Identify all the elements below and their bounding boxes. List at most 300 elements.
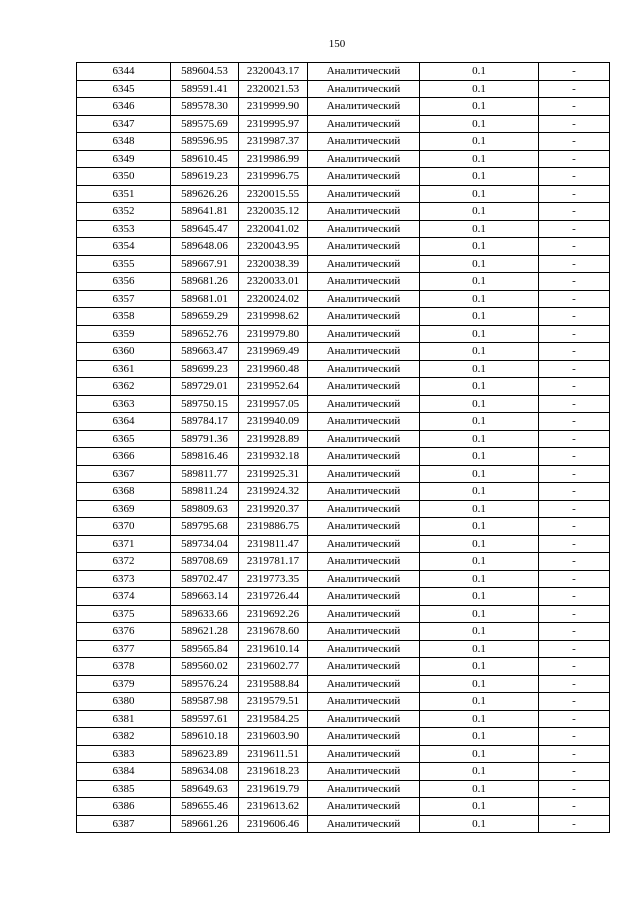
method-cell: Аналитический	[308, 63, 420, 81]
table-row	[77, 395, 610, 413]
method-cell: Аналитический	[308, 273, 420, 291]
accuracy-cell: 0.1	[420, 343, 539, 361]
table-row	[77, 693, 610, 711]
table-row	[77, 185, 610, 203]
y-coordinate-cell: 2319986.99	[239, 150, 308, 168]
x-coordinate-cell: 589702.47	[171, 570, 239, 588]
x-coordinate-cell: 589610.45	[171, 150, 239, 168]
table-row	[77, 605, 610, 623]
method-cell: Аналитический	[308, 168, 420, 186]
table-row	[77, 413, 610, 431]
method-cell: Аналитический	[308, 360, 420, 378]
accuracy-cell: 0.1	[420, 63, 539, 81]
note-cell: -	[539, 325, 610, 343]
y-coordinate-cell: 2320043.95	[239, 238, 308, 256]
accuracy-cell: 0.1	[420, 535, 539, 553]
point-number-cell: 6362	[77, 378, 171, 396]
table-row	[77, 553, 610, 571]
point-number-cell: 6377	[77, 640, 171, 658]
table-row	[77, 378, 610, 396]
x-coordinate-cell: 589621.28	[171, 623, 239, 641]
note-cell: -	[539, 168, 610, 186]
x-coordinate-cell: 589811.77	[171, 465, 239, 483]
point-number-cell: 6379	[77, 675, 171, 693]
y-coordinate-cell: 2319579.51	[239, 693, 308, 711]
table-row	[77, 220, 610, 238]
method-cell: Аналитический	[308, 605, 420, 623]
accuracy-cell: 0.1	[420, 325, 539, 343]
x-coordinate-cell: 589816.46	[171, 448, 239, 466]
method-cell: Аналитический	[308, 693, 420, 711]
point-number-cell: 6345	[77, 80, 171, 98]
point-number-cell: 6376	[77, 623, 171, 641]
point-number-cell: 6357	[77, 290, 171, 308]
accuracy-cell: 0.1	[420, 413, 539, 431]
method-cell: Аналитический	[308, 570, 420, 588]
accuracy-cell: 0.1	[420, 448, 539, 466]
method-cell: Аналитический	[308, 395, 420, 413]
table-row	[77, 325, 610, 343]
x-coordinate-cell: 589604.53	[171, 63, 239, 81]
point-number-cell: 6350	[77, 168, 171, 186]
note-cell: -	[539, 483, 610, 501]
note-cell: -	[539, 273, 610, 291]
note-cell: -	[539, 693, 610, 711]
point-number-cell: 6385	[77, 780, 171, 798]
accuracy-cell: 0.1	[420, 675, 539, 693]
method-cell: Аналитический	[308, 308, 420, 326]
point-number-cell: 6366	[77, 448, 171, 466]
point-number-cell: 6359	[77, 325, 171, 343]
y-coordinate-cell: 2319584.25	[239, 710, 308, 728]
method-cell: Аналитический	[308, 150, 420, 168]
x-coordinate-cell: 589681.26	[171, 273, 239, 291]
method-cell: Аналитический	[308, 588, 420, 606]
x-coordinate-cell: 589791.36	[171, 430, 239, 448]
table-row	[77, 238, 610, 256]
x-coordinate-cell: 589645.47	[171, 220, 239, 238]
accuracy-cell: 0.1	[420, 80, 539, 98]
note-cell: -	[539, 430, 610, 448]
note-cell: -	[539, 133, 610, 151]
x-coordinate-cell: 589610.18	[171, 728, 239, 746]
table-row	[77, 343, 610, 361]
x-coordinate-cell: 589699.23	[171, 360, 239, 378]
point-number-cell: 6351	[77, 185, 171, 203]
point-number-cell: 6383	[77, 745, 171, 763]
table-row	[77, 518, 610, 536]
x-coordinate-cell: 589591.41	[171, 80, 239, 98]
x-coordinate-cell: 589596.95	[171, 133, 239, 151]
y-coordinate-cell: 2320041.02	[239, 220, 308, 238]
note-cell: -	[539, 553, 610, 571]
y-coordinate-cell: 2319618.23	[239, 763, 308, 781]
accuracy-cell: 0.1	[420, 238, 539, 256]
point-number-cell: 6360	[77, 343, 171, 361]
table-row	[77, 640, 610, 658]
x-coordinate-cell: 589587.98	[171, 693, 239, 711]
method-cell: Аналитический	[308, 780, 420, 798]
point-number-cell: 6373	[77, 570, 171, 588]
point-number-cell: 6387	[77, 815, 171, 833]
accuracy-cell: 0.1	[420, 255, 539, 273]
note-cell: -	[539, 570, 610, 588]
method-cell: Аналитический	[308, 185, 420, 203]
table-row	[77, 815, 610, 833]
method-cell: Аналитический	[308, 518, 420, 536]
method-cell: Аналитический	[308, 203, 420, 221]
x-coordinate-cell: 589626.26	[171, 185, 239, 203]
table-row	[77, 675, 610, 693]
point-number-cell: 6349	[77, 150, 171, 168]
method-cell: Аналитический	[308, 448, 420, 466]
y-coordinate-cell: 2319619.79	[239, 780, 308, 798]
note-cell: -	[539, 378, 610, 396]
point-number-cell: 6353	[77, 220, 171, 238]
accuracy-cell: 0.1	[420, 378, 539, 396]
y-coordinate-cell: 2320015.55	[239, 185, 308, 203]
x-coordinate-cell: 589809.63	[171, 500, 239, 518]
note-cell: -	[539, 290, 610, 308]
y-coordinate-cell: 2319995.97	[239, 115, 308, 133]
point-number-cell: 6378	[77, 658, 171, 676]
method-cell: Аналитический	[308, 465, 420, 483]
y-coordinate-cell: 2320043.17	[239, 63, 308, 81]
y-coordinate-cell: 2319932.18	[239, 448, 308, 466]
method-cell: Аналитический	[308, 413, 420, 431]
point-number-cell: 6386	[77, 798, 171, 816]
method-cell: Аналитический	[308, 728, 420, 746]
y-coordinate-cell: 2319940.09	[239, 413, 308, 431]
x-coordinate-cell: 589578.30	[171, 98, 239, 116]
accuracy-cell: 0.1	[420, 780, 539, 798]
note-cell: -	[539, 518, 610, 536]
x-coordinate-cell: 589565.84	[171, 640, 239, 658]
point-number-cell: 6367	[77, 465, 171, 483]
table-row	[77, 273, 610, 291]
method-cell: Аналитический	[308, 745, 420, 763]
x-coordinate-cell: 589659.29	[171, 308, 239, 326]
method-cell: Аналитический	[308, 255, 420, 273]
x-coordinate-cell: 589750.15	[171, 395, 239, 413]
x-coordinate-cell: 589649.63	[171, 780, 239, 798]
table-body	[77, 63, 610, 833]
x-coordinate-cell: 589633.66	[171, 605, 239, 623]
note-cell: -	[539, 98, 610, 116]
note-cell: -	[539, 675, 610, 693]
y-coordinate-cell: 2319610.14	[239, 640, 308, 658]
point-number-cell: 6384	[77, 763, 171, 781]
accuracy-cell: 0.1	[420, 203, 539, 221]
x-coordinate-cell: 589784.17	[171, 413, 239, 431]
y-coordinate-cell: 2319692.26	[239, 605, 308, 623]
note-cell: -	[539, 815, 610, 833]
point-number-cell: 6346	[77, 98, 171, 116]
point-number-cell: 6365	[77, 430, 171, 448]
table-row	[77, 360, 610, 378]
accuracy-cell: 0.1	[420, 728, 539, 746]
accuracy-cell: 0.1	[420, 220, 539, 238]
x-coordinate-cell: 589729.01	[171, 378, 239, 396]
note-cell: -	[539, 500, 610, 518]
method-cell: Аналитический	[308, 763, 420, 781]
method-cell: Аналитический	[308, 675, 420, 693]
table-row	[77, 588, 610, 606]
point-number-cell: 6358	[77, 308, 171, 326]
x-coordinate-cell: 589623.89	[171, 745, 239, 763]
method-cell: Аналитический	[308, 220, 420, 238]
y-coordinate-cell: 2319613.62	[239, 798, 308, 816]
accuracy-cell: 0.1	[420, 500, 539, 518]
note-cell: -	[539, 395, 610, 413]
note-cell: -	[539, 658, 610, 676]
x-coordinate-cell: 589811.24	[171, 483, 239, 501]
table-row	[77, 728, 610, 746]
accuracy-cell: 0.1	[420, 115, 539, 133]
y-coordinate-cell: 2319602.77	[239, 658, 308, 676]
y-coordinate-cell: 2319606.46	[239, 815, 308, 833]
point-number-cell: 6371	[77, 535, 171, 553]
x-coordinate-cell: 589663.14	[171, 588, 239, 606]
accuracy-cell: 0.1	[420, 798, 539, 816]
x-coordinate-cell: 589663.47	[171, 343, 239, 361]
table-row	[77, 168, 610, 186]
accuracy-cell: 0.1	[420, 588, 539, 606]
x-coordinate-cell: 589795.68	[171, 518, 239, 536]
method-cell: Аналитический	[308, 483, 420, 501]
accuracy-cell: 0.1	[420, 133, 539, 151]
method-cell: Аналитический	[308, 815, 420, 833]
method-cell: Аналитический	[308, 623, 420, 641]
point-number-cell: 6381	[77, 710, 171, 728]
accuracy-cell: 0.1	[420, 693, 539, 711]
table-row	[77, 308, 610, 326]
accuracy-cell: 0.1	[420, 710, 539, 728]
table-row	[77, 430, 610, 448]
method-cell: Аналитический	[308, 115, 420, 133]
y-coordinate-cell: 2319886.75	[239, 518, 308, 536]
table-row	[77, 133, 610, 151]
x-coordinate-cell: 589655.46	[171, 798, 239, 816]
note-cell: -	[539, 238, 610, 256]
accuracy-cell: 0.1	[420, 273, 539, 291]
point-number-cell: 6368	[77, 483, 171, 501]
accuracy-cell: 0.1	[420, 570, 539, 588]
point-number-cell: 6375	[77, 605, 171, 623]
point-number-cell: 6364	[77, 413, 171, 431]
method-cell: Аналитический	[308, 98, 420, 116]
accuracy-cell: 0.1	[420, 290, 539, 308]
note-cell: -	[539, 465, 610, 483]
note-cell: -	[539, 308, 610, 326]
point-number-cell: 6369	[77, 500, 171, 518]
point-number-cell: 6348	[77, 133, 171, 151]
y-coordinate-cell: 2320021.53	[239, 80, 308, 98]
note-cell: -	[539, 255, 610, 273]
x-coordinate-cell: 589634.08	[171, 763, 239, 781]
y-coordinate-cell: 2320035.12	[239, 203, 308, 221]
note-cell: -	[539, 588, 610, 606]
table-row	[77, 203, 610, 221]
x-coordinate-cell: 589641.81	[171, 203, 239, 221]
point-number-cell: 6356	[77, 273, 171, 291]
page-number: 150	[328, 38, 346, 50]
y-coordinate-cell: 2319781.17	[239, 553, 308, 571]
point-number-cell: 6370	[77, 518, 171, 536]
point-number-cell: 6347	[77, 115, 171, 133]
method-cell: Аналитический	[308, 640, 420, 658]
accuracy-cell: 0.1	[420, 605, 539, 623]
accuracy-cell: 0.1	[420, 745, 539, 763]
note-cell: -	[539, 185, 610, 203]
table-row	[77, 98, 610, 116]
note-cell: -	[539, 203, 610, 221]
note-cell: -	[539, 360, 610, 378]
accuracy-cell: 0.1	[420, 623, 539, 641]
accuracy-cell: 0.1	[420, 168, 539, 186]
y-coordinate-cell: 2319924.32	[239, 483, 308, 501]
note-cell: -	[539, 448, 610, 466]
accuracy-cell: 0.1	[420, 518, 539, 536]
method-cell: Аналитический	[308, 290, 420, 308]
method-cell: Аналитический	[308, 535, 420, 553]
accuracy-cell: 0.1	[420, 395, 539, 413]
y-coordinate-cell: 2319969.49	[239, 343, 308, 361]
accuracy-cell: 0.1	[420, 185, 539, 203]
note-cell: -	[539, 115, 610, 133]
x-coordinate-cell: 589648.06	[171, 238, 239, 256]
accuracy-cell: 0.1	[420, 308, 539, 326]
accuracy-cell: 0.1	[420, 640, 539, 658]
table-row	[77, 500, 610, 518]
method-cell: Аналитический	[308, 553, 420, 571]
y-coordinate-cell: 2319611.51	[239, 745, 308, 763]
y-coordinate-cell: 2319920.37	[239, 500, 308, 518]
note-cell: -	[539, 798, 610, 816]
point-number-cell: 6382	[77, 728, 171, 746]
y-coordinate-cell: 2320033.01	[239, 273, 308, 291]
accuracy-cell: 0.1	[420, 763, 539, 781]
method-cell: Аналитический	[308, 378, 420, 396]
y-coordinate-cell: 2319603.90	[239, 728, 308, 746]
x-coordinate-cell: 589575.69	[171, 115, 239, 133]
accuracy-cell: 0.1	[420, 483, 539, 501]
accuracy-cell: 0.1	[420, 658, 539, 676]
method-cell: Аналитический	[308, 133, 420, 151]
note-cell: -	[539, 745, 610, 763]
method-cell: Аналитический	[308, 798, 420, 816]
note-cell: -	[539, 605, 610, 623]
note-cell: -	[539, 780, 610, 798]
method-cell: Аналитический	[308, 430, 420, 448]
table-row	[77, 483, 610, 501]
table-row	[77, 465, 610, 483]
x-coordinate-cell: 589681.01	[171, 290, 239, 308]
x-coordinate-cell: 589661.26	[171, 815, 239, 833]
x-coordinate-cell: 589652.76	[171, 325, 239, 343]
x-coordinate-cell: 589619.23	[171, 168, 239, 186]
y-coordinate-cell: 2319957.05	[239, 395, 308, 413]
table-row	[77, 623, 610, 641]
y-coordinate-cell: 2319811.47	[239, 535, 308, 553]
y-coordinate-cell: 2319998.62	[239, 308, 308, 326]
point-number-cell: 6363	[77, 395, 171, 413]
accuracy-cell: 0.1	[420, 150, 539, 168]
note-cell: -	[539, 150, 610, 168]
point-number-cell: 6354	[77, 238, 171, 256]
table-row	[77, 710, 610, 728]
point-number-cell: 6355	[77, 255, 171, 273]
method-cell: Аналитический	[308, 80, 420, 98]
y-coordinate-cell: 2320024.02	[239, 290, 308, 308]
y-coordinate-cell: 2319960.48	[239, 360, 308, 378]
accuracy-cell: 0.1	[420, 815, 539, 833]
note-cell: -	[539, 763, 610, 781]
table-row	[77, 658, 610, 676]
y-coordinate-cell: 2319678.60	[239, 623, 308, 641]
accuracy-cell: 0.1	[420, 465, 539, 483]
point-number-cell: 6344	[77, 63, 171, 81]
y-coordinate-cell: 2319928.89	[239, 430, 308, 448]
y-coordinate-cell: 2319999.90	[239, 98, 308, 116]
y-coordinate-cell: 2319979.80	[239, 325, 308, 343]
x-coordinate-cell: 589734.04	[171, 535, 239, 553]
table-row	[77, 780, 610, 798]
x-coordinate-cell: 589667.91	[171, 255, 239, 273]
accuracy-cell: 0.1	[420, 553, 539, 571]
accuracy-cell: 0.1	[420, 360, 539, 378]
table-row	[77, 798, 610, 816]
coordinates-table	[76, 62, 610, 833]
accuracy-cell: 0.1	[420, 98, 539, 116]
table-row	[77, 255, 610, 273]
point-number-cell: 6374	[77, 588, 171, 606]
note-cell: -	[539, 80, 610, 98]
x-coordinate-cell: 589597.61	[171, 710, 239, 728]
point-number-cell: 6372	[77, 553, 171, 571]
y-coordinate-cell: 2319996.75	[239, 168, 308, 186]
method-cell: Аналитический	[308, 658, 420, 676]
table-row	[77, 115, 610, 133]
note-cell: -	[539, 623, 610, 641]
table-row	[77, 535, 610, 553]
table-row	[77, 745, 610, 763]
y-coordinate-cell: 2319588.84	[239, 675, 308, 693]
point-number-cell: 6352	[77, 203, 171, 221]
x-coordinate-cell: 589708.69	[171, 553, 239, 571]
note-cell: -	[539, 728, 610, 746]
y-coordinate-cell: 2319773.35	[239, 570, 308, 588]
note-cell: -	[539, 220, 610, 238]
note-cell: -	[539, 343, 610, 361]
table-row	[77, 290, 610, 308]
y-coordinate-cell: 2319726.44	[239, 588, 308, 606]
method-cell: Аналитический	[308, 325, 420, 343]
table-row	[77, 570, 610, 588]
accuracy-cell: 0.1	[420, 430, 539, 448]
table-row	[77, 448, 610, 466]
method-cell: Аналитический	[308, 710, 420, 728]
table-row	[77, 150, 610, 168]
method-cell: Аналитический	[308, 238, 420, 256]
note-cell: -	[539, 710, 610, 728]
table-row	[77, 80, 610, 98]
table-row	[77, 763, 610, 781]
y-coordinate-cell: 2319987.37	[239, 133, 308, 151]
note-cell: -	[539, 640, 610, 658]
point-number-cell: 6380	[77, 693, 171, 711]
table-row	[77, 63, 610, 81]
